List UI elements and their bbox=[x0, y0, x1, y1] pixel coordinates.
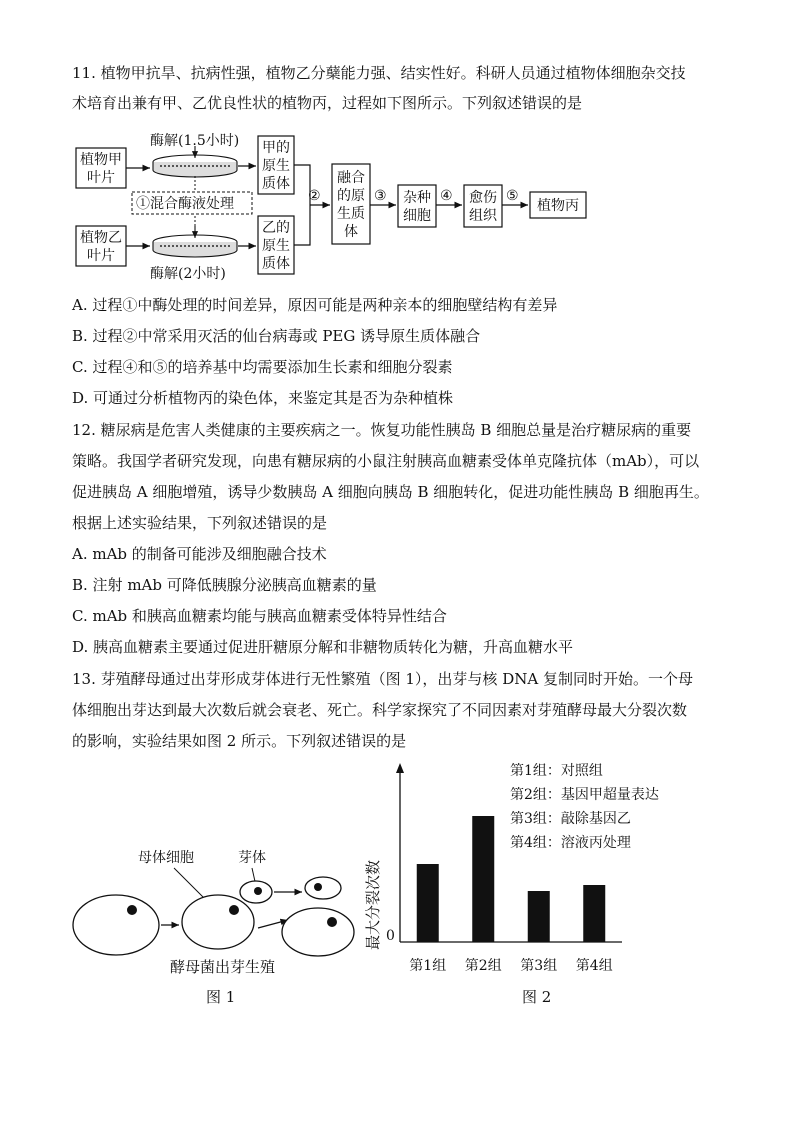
x-tick-label: 第3组 bbox=[520, 958, 558, 974]
legend-entry-2: 第2组：基因甲超量表达 bbox=[510, 787, 659, 803]
svg-text:的原: 的原 bbox=[337, 188, 365, 204]
figure-1-yeast-budding bbox=[66, 840, 366, 1010]
q12-stem-line-4: 根据上述实验结果，下列叙述错误的是 bbox=[72, 514, 328, 532]
figure-2-bar-chart bbox=[360, 755, 700, 1010]
enzyme-b-label: 酶解(2小时) bbox=[150, 266, 226, 282]
enzyme-a-label: 酶解(1.5小时) bbox=[150, 133, 240, 149]
q13-stem-line-2: 体细胞出芽达到最大次数后就会衰老、死亡。科学家探究了不同因素对芽殖酵母最大分裂次数 bbox=[72, 701, 688, 719]
plant-b-label-1: 植物乙 bbox=[80, 230, 122, 246]
nucleus bbox=[127, 905, 137, 915]
x-tick-label: 第4组 bbox=[575, 958, 613, 974]
nucleus bbox=[314, 883, 322, 891]
q11-option-d[interactable]: D. 可通过分析植物丙的染色体，来鉴定其是否为杂种植株 bbox=[72, 389, 454, 407]
step3-label: ③ bbox=[374, 188, 387, 204]
q13-stem-line-3: 的影响，实验结果如图 2 所示。下列叙述错误的是 bbox=[72, 732, 407, 750]
q12-option-b[interactable]: B. 注射 mAb 可降低胰腺分泌胰高血糖素的量 bbox=[72, 576, 377, 594]
x-tick-label: 第1组 bbox=[409, 958, 447, 974]
q11-stem-line-2: 术培育出兼有甲、乙优良性状的植物丙，过程如下图所示。下列叙述错误的是 bbox=[72, 94, 583, 112]
legend-entry-1: 第1组：对照组 bbox=[510, 763, 603, 779]
nucleus bbox=[327, 917, 337, 927]
daughter-cell bbox=[305, 877, 341, 899]
plant-b-label-2: 叶片 bbox=[87, 248, 115, 264]
petri-dish-b bbox=[153, 226, 237, 257]
bar-2 bbox=[472, 816, 494, 942]
step1-label: ①混合酶液处理 bbox=[136, 196, 234, 212]
mother-cell bbox=[182, 895, 254, 949]
svg-text:生质: 生质 bbox=[337, 206, 365, 222]
x-tick-label: 第2组 bbox=[464, 958, 502, 974]
q11-option-a[interactable]: A. 过程①中酶处理的时间差异，原因可能是两种亲本的细胞壁结构有差异 bbox=[72, 296, 558, 314]
mother-cell-label: 母体细胞 bbox=[138, 850, 194, 866]
yeast-cell bbox=[73, 895, 159, 955]
plant-a-label-2: 叶片 bbox=[87, 170, 115, 186]
svg-text:质体: 质体 bbox=[262, 256, 290, 272]
bar-4 bbox=[583, 885, 605, 942]
svg-text:原生: 原生 bbox=[262, 158, 290, 174]
svg-text:原生: 原生 bbox=[262, 238, 290, 254]
figure-2-title: 图 2 bbox=[522, 988, 552, 1006]
q12-option-c[interactable]: C. mAb 和胰高血糖素均能与胰高血糖素受体特异性结合 bbox=[72, 607, 447, 625]
y-axis-label: 最大分裂次数 bbox=[364, 859, 382, 951]
nucleus bbox=[254, 887, 262, 895]
q12-option-a[interactable]: A. mAb 的制备可能涉及细胞融合技术 bbox=[72, 545, 327, 563]
q12-option-d[interactable]: D. 胰高血糖素主要通过促进肝糖原分解和非糖物质转化为糖，升高血糖水平 bbox=[72, 638, 574, 656]
svg-text:甲的: 甲的 bbox=[262, 140, 290, 156]
q12-stem-line-1: 12. 糖尿病是危害人类健康的主要疾病之一。恢复功能性胰岛 B 细胞总量是治疗糖尿病的重要 bbox=[72, 421, 692, 439]
svg-text:组织: 组织 bbox=[469, 208, 497, 224]
svg-text:细胞: 细胞 bbox=[403, 208, 431, 224]
q11-stem-line-1: 11. 植物甲抗旱、抗病性强，植物乙分蘖能力强、结实性好。科研人员通过植物体细胞杂交技 bbox=[72, 64, 686, 82]
legend-entry-4: 第4组：溶液丙处理 bbox=[510, 835, 631, 851]
svg-text:愈伤: 愈伤 bbox=[469, 190, 497, 206]
y-axis-arrow bbox=[396, 763, 404, 773]
legend-entry-3: 第3组：敲除基因乙 bbox=[510, 811, 631, 827]
figure-1-title: 图 1 bbox=[206, 988, 236, 1006]
figure-1-caption: 酵母菌出芽生殖 bbox=[170, 958, 276, 976]
svg-text:杂种: 杂种 bbox=[403, 190, 431, 206]
y-tick-label: 0 bbox=[386, 928, 395, 944]
step5-label: ⑤ bbox=[506, 188, 519, 204]
step4-label: ④ bbox=[440, 188, 453, 204]
q11-option-c[interactable]: C. 过程④和⑤的培养基中均需要添加生长素和细胞分裂素 bbox=[72, 358, 453, 376]
q11-process-diagram bbox=[70, 128, 600, 288]
bar-1 bbox=[417, 864, 439, 942]
svg-text:融合: 融合 bbox=[337, 170, 365, 186]
bar-3 bbox=[528, 891, 550, 942]
plant-c-label: 植物丙 bbox=[537, 198, 579, 214]
bud-label: 芽体 bbox=[238, 850, 266, 866]
q13-stem-line-1: 13. 芽殖酵母通过出芽形成芽体进行无性繁殖（图 1），出芽与核 DNA 复制同时开始。一个母 bbox=[72, 670, 693, 688]
q12-stem-line-2: 策略。我国学者研究发现，向患有糖尿病的小鼠注射胰高血糖素受体单克隆抗体（mAb），可以 bbox=[72, 452, 700, 470]
svg-text:体: 体 bbox=[344, 224, 358, 240]
svg-text:质体: 质体 bbox=[262, 176, 290, 192]
plant-a-label-1: 植物甲 bbox=[80, 152, 122, 168]
q12-stem-line-3: 促进胰岛 A 细胞增殖，诱导少数胰岛 A 细胞向胰岛 B 细胞转化，促进功能性胰岛 B 细胞再生。 bbox=[72, 483, 709, 501]
svg-text:乙的: 乙的 bbox=[262, 220, 290, 236]
nucleus bbox=[229, 905, 239, 915]
mother-cell-next bbox=[282, 908, 354, 956]
step2-label: ② bbox=[308, 188, 321, 204]
q11-option-b[interactable]: B. 过程②中常采用灭活的仙台病毒或 PEG 诱导原生质体融合 bbox=[72, 327, 481, 345]
petri-dish-a bbox=[153, 146, 237, 177]
